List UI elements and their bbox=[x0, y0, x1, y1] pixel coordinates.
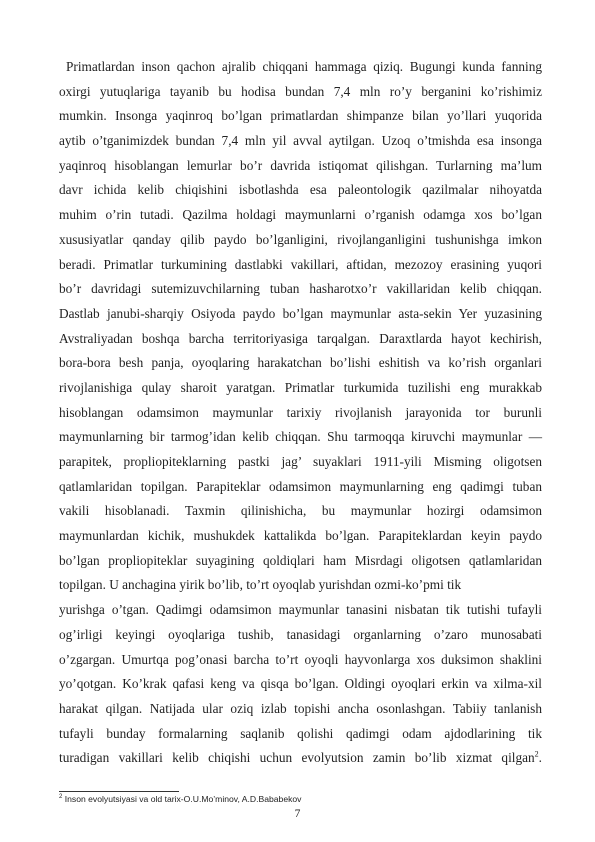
text-line: tufayli bunday formalarning saqlanib qolishi qadimgi odam ajdodlarining tik bbox=[59, 725, 542, 741]
text-line: Avstraliyadan boshqa barcha territoriyasiga tarqalgan. Daraxtlarda hayot kechirish, bbox=[59, 330, 542, 346]
text-line: og’irligi keyingi oyoqlariga tushib, tanasidagi organlarning o’zaro munosabati bbox=[59, 626, 542, 642]
text-line: oxirgi yutuqlariga tayanib bu hodisa bundan 7,4 mln ro’y berganini ko’rishimiz bbox=[59, 83, 542, 99]
text-line: yo’qotgan. Ko’krak qafasi keng va qisqa bo’lgan. Oldingi oyoqlari erkin va xilma-xil bbox=[59, 676, 542, 692]
text-line: parapitek, propliopiteklarning pastki jag’ suyaklari 1911-yili Misming oligotsen bbox=[59, 454, 542, 469]
text-line: qatlamlaridan topilgan. Parapiteklar odamsimon maymunlarning eng qadimgi tuban bbox=[59, 478, 542, 494]
text-line: aytib o’tganimizdek bundan 7,4 mln yil avval aytilgan. Uzoq o’tmishda esa insonga bbox=[59, 133, 542, 149]
text-line: vakili hisoblanadi. Taxmin qilinishicha, bu maymunlar hozirgi odamsimon bbox=[59, 503, 542, 519]
text-line: muhim o’rin tutadi. Qazilma holdagi maymunlarni o’rganish odamga xos bo’lgan bbox=[59, 207, 542, 223]
text-line-final-content: turadigan vakillari kelib chiqishi uchun evolyutsion zamin bo’lib xizmat qilgan bbox=[59, 750, 535, 766]
text-line: o’zgargan. Umurtqa pog’onasi barcha to’rt oyoqli hayvonlarga xos duksimon shaklini bbox=[59, 651, 542, 667]
text-line: bo’lgan propliopiteklar suyagining qoldiqlari ham Misrdagi oligotsen qatlamlaridan bbox=[59, 552, 542, 568]
text-line: beradi. Primatlar turkumining dastlabki vakillari, aftidan, mezozoy erasining yuqori bbox=[59, 256, 542, 272]
text-line: rivojlanishiga qulay sharoit yaratgan. Primatlar turkumida tuzilishi eng murakkab bbox=[59, 379, 542, 395]
footnote-marker: 2 bbox=[59, 794, 63, 801]
text-line: Dastlab janubi-sharqiy Osiyoda paydo bo’lgan maymunlar asta-sekin Yer yuzasining bbox=[59, 305, 542, 321]
text-line: Primatlardan inson qachon ajralib chiqqani hammaga qiziq. Bugungi kunda fanning bbox=[66, 59, 542, 74]
final-period: . bbox=[538, 750, 542, 766]
text-line: hisoblangan odamsimon maymunlar tarixiy rivojlanish jarayonida tor burunli bbox=[59, 404, 542, 420]
text-line: xususiyatlar qanday qilib paydo bo’lganligini, rivojlanganligini tushunishga imkon bbox=[59, 231, 542, 247]
text-line: bora-bora besh panja, oyoqlaring harakatchan bo’lishi eshitish va ko’rish organlari bbox=[59, 355, 542, 371]
text-line: bo’r davridagi sutemizuvchilarning tuban hasharotxo’r vakillaridan kelib chiqqan. bbox=[59, 281, 542, 297]
footnote-text: Inson evolyutsiyasi va old tarix-O.U.Mo’minov, A.D.Bababekov bbox=[62, 794, 302, 804]
text-line-final bbox=[59, 746, 542, 771]
footnote bbox=[59, 794, 542, 805]
text-line: yaqinroq hisoblangan lemurlar bo’r davrida istiqomat qilishgan. Turlarning ma’lum bbox=[59, 157, 542, 173]
text-line: davr ichida kelib chiqishini isbotlashda esa paleontologik qazilmalar nihoyatda bbox=[59, 182, 542, 198]
text-line: harakat qilgan. Natijada ular oziq izlab topishi ancha osonlashgan. Tabiiy tanlanish bbox=[59, 700, 542, 716]
text-line: maymunlardan kichik, mushukdek kattalikda bo’lgan. Parapiteklardan keyin paydo bbox=[59, 528, 542, 544]
text-line: topilgan. U anchagina yirik bo’lib, to’rt oyoqlab yurishdan ozmi-ko’pmi tik bbox=[59, 577, 462, 593]
body-paragraph bbox=[59, 55, 542, 771]
text-line: yurishga o’tgan. Qadimgi odamsimon maymunlar tanasini nisbatan tik tutishi tufayli bbox=[59, 602, 542, 618]
footnote-divider bbox=[59, 791, 179, 792]
text-line: maymunlarning bir tarmog’idan kelib chiqqan. Shu tarmoqqa kiruvchi maymunlar — bbox=[59, 429, 542, 445]
footnote-reference[interactable]: 2 bbox=[534, 749, 539, 759]
page-number: 7 bbox=[294, 808, 301, 820]
text-line: mumkin. Insonga yaqinroq bo’lgan primatlardan shimpanze bilan yo’llari yuqorida bbox=[59, 108, 542, 124]
